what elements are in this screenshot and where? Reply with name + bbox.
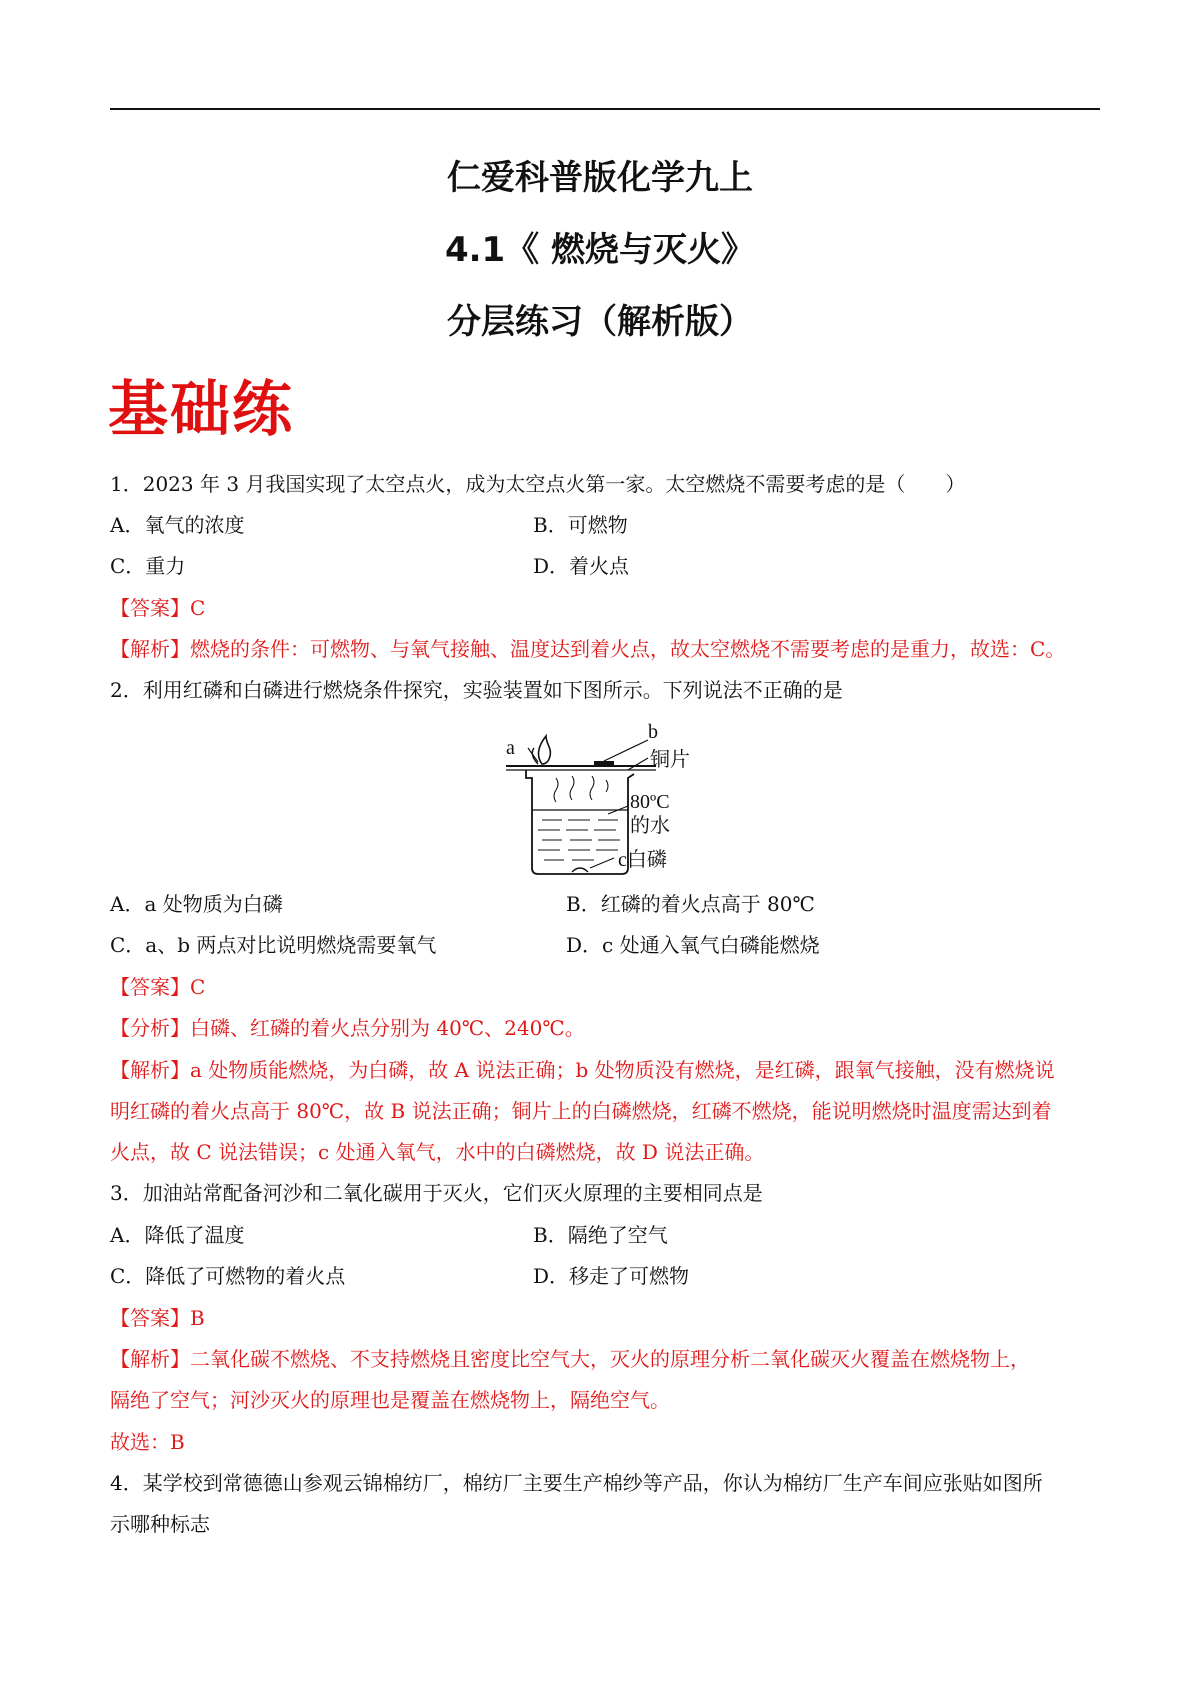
q1-analysis: 【解析】燃烧的条件：可燃物、与氧气接触、温度达到着火点，故太空燃烧不需要考虑的是重力，故选：C。 (110, 637, 1066, 661)
q1-stem: 1．2023 年 3 月我国实现了太空点火，成为太空点火第一家。太空燃烧不需要考虑的是（ ） (110, 472, 966, 496)
label-water: 的水 (630, 815, 670, 837)
q1-answer: 【答案】C (110, 596, 206, 620)
doc-title-line1: 仁爱科普版化学九上 (447, 158, 753, 198)
q2-analysis-line1: 【解析】a 处物质能燃烧，为白磷，故 A 说法正确；b 处物质没有燃烧，是红磷，跟氧气接触，没有燃烧说 (110, 1058, 1055, 1082)
q1-option-d: D．着火点 (533, 554, 630, 578)
q1-option-c: C．重力 (110, 554, 186, 578)
q3-option-d: D．移走了可燃物 (533, 1264, 690, 1288)
header-rule (110, 108, 1100, 110)
q3-analysis-line2: 隔绝了空气；河沙灭火的原理也是覆盖在燃烧物上，隔绝空气。 (110, 1388, 670, 1412)
q3-option-c: C．降低了可燃物的着火点 (110, 1264, 346, 1288)
q2-option-b: B．红磷的着火点高于 80℃ (566, 892, 815, 916)
q2-analysis-line2: 明红磷的着火点高于 80℃，故 B 说法正确；铜片上的白磷燃烧，红磷不燃烧，能说明燃烧时温度需达到着 (110, 1099, 1052, 1123)
label-copper: 铜片 (650, 749, 690, 771)
q3-analysis-line1: 【解析】二氧化碳不燃烧、不支持燃烧且密度比空气大，灭火的原理分析二氧化碳灭火覆盖在燃烧物上， (110, 1347, 1030, 1371)
pointer-b (604, 740, 648, 761)
q2-analysis-line3: 火点，故 C 说法错误；c 处通入氧气，水中的白磷燃烧，故 D 说法正确。 (110, 1140, 765, 1164)
q3-stem: 3．加油站常配备河沙和二氧化碳用于灭火，它们灭火原理的主要相同点是 (110, 1181, 763, 1205)
q4-stem-line1: 4．某学校到常德德山参观云锦棉纺厂，棉纺厂主要生产棉纱等产品，你认为棉纺厂生产车间应张贴如图所 (110, 1471, 1043, 1495)
section-title: 基础练 (108, 375, 294, 445)
steam-4 (606, 780, 608, 792)
label-a: a (506, 737, 515, 759)
q2-option-a: A．a 处物质为白磷 (110, 892, 283, 916)
label-temp: 80ºC (630, 791, 670, 813)
q2-option-d: D．c 处通入氧气白磷能燃烧 (566, 933, 820, 957)
q2-fenxi: 【分析】白磷、红磷的着火点分别为 40℃、240℃。 (110, 1016, 585, 1040)
doc-title-line2: 4.1《 燃烧与灭火》 (444, 230, 756, 270)
red-phosphorus-b (594, 761, 614, 766)
label-c: c白磷 (618, 849, 667, 871)
pointer-copper (628, 758, 648, 770)
q2-answer: 【答案】C (110, 975, 206, 999)
label-b: b (648, 721, 658, 743)
flame-icon (539, 736, 551, 764)
q3-answer: 【答案】B (110, 1306, 205, 1330)
doc-title-line3: 分层练习（解析版） (447, 302, 753, 342)
q1-option-a: A．氧气的浓度 (110, 513, 245, 537)
q3-option-b: B．隔绝了空气 (533, 1223, 668, 1247)
experiment-apparatus-figure (498, 718, 728, 878)
white-phosphorus-c (572, 868, 588, 872)
q2-option-c: C．a、b 两点对比说明燃烧需要氧气 (110, 933, 437, 957)
steam-2 (570, 776, 574, 800)
q4-stem-line2: 示哪种标志 (110, 1512, 210, 1536)
q1-option-b: B．可燃物 (533, 513, 628, 537)
q2-stem: 2．利用红磷和白磷进行燃烧条件探究，实验装置如下图所示。下列说法不正确的是 (110, 678, 843, 702)
q3-option-a: A．降低了温度 (110, 1223, 245, 1247)
q3-conclusion: 故选：B (110, 1430, 185, 1454)
steam-1 (554, 778, 558, 802)
water-lines (538, 820, 620, 860)
steam-3 (590, 776, 594, 800)
